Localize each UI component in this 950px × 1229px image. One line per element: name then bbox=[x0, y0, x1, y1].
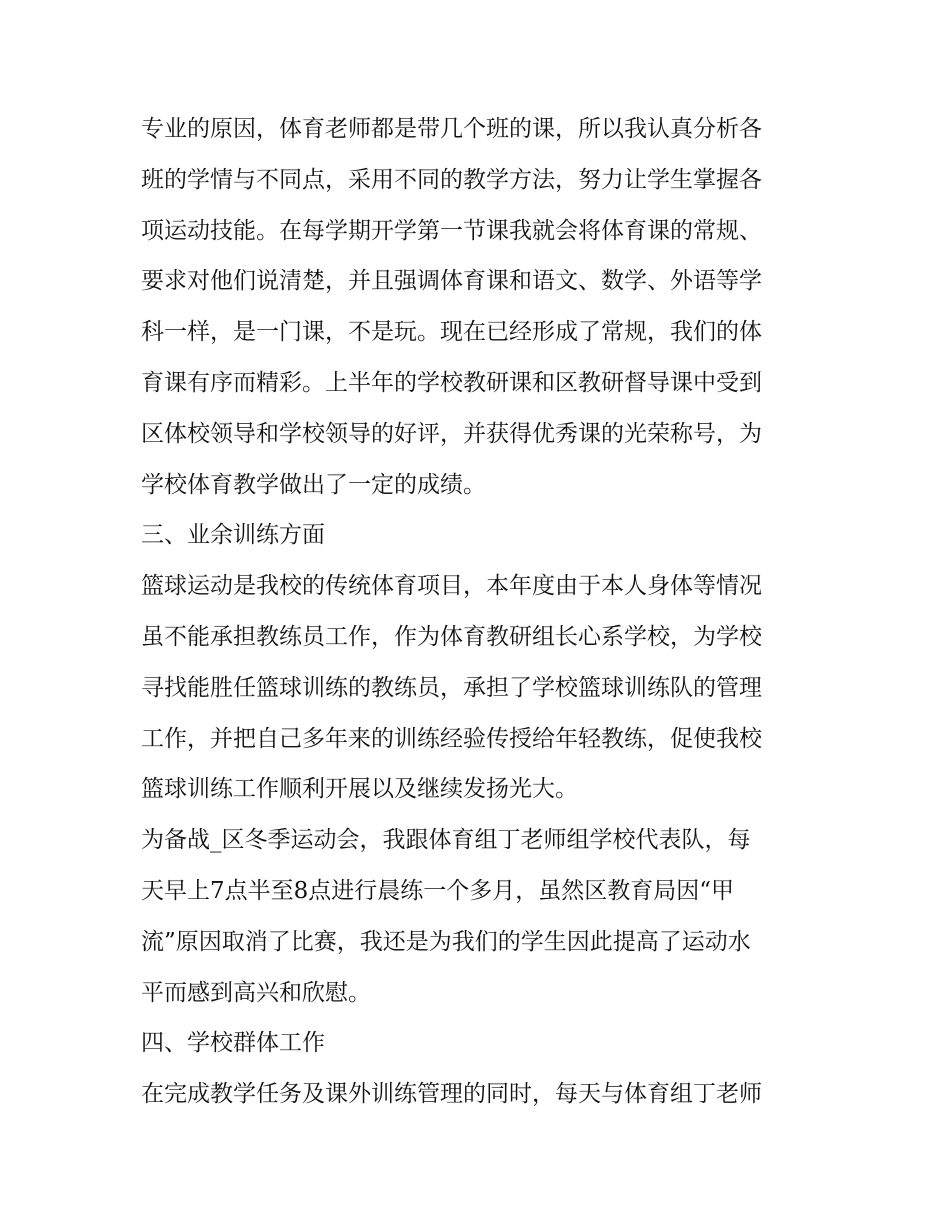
text-line: 项运动技能。在每学期开学第一节课我就会将体育课的常规、 bbox=[141, 217, 762, 244]
text-line: 要求对他们说清楚，并且强调体育课和语文、数学、外语等学 bbox=[141, 268, 762, 295]
text-line: 专业的原因，体育老师都是带几个班的课，所以我认真分析各 bbox=[141, 116, 762, 142]
text-line: 流”原因取消了比赛，我还是为我们的学生因此提高了运动水 bbox=[141, 928, 751, 955]
text-line: 虽不能承担教练员工作，作为体育教研组长心系学校，为学校 bbox=[141, 623, 762, 650]
text-line: 天早上7点半至8点进行晨练一个多月，虽然区教育局因“甲 bbox=[141, 877, 735, 904]
text-line: 班的学情与不同点，采用不同的教学方法，努力让学生掌握各 bbox=[141, 166, 762, 193]
text-line: 平而感到高兴和欣慰。 bbox=[141, 979, 371, 1006]
section-heading: 三、业余训练方面 bbox=[141, 522, 325, 549]
document-body bbox=[141, 104, 821, 1120]
text-line: 工作，并把自己多年来的训练经验传授给年轻教练，促使我校 bbox=[141, 725, 762, 752]
text-line: 为备战_区冬季运动会，我跟体育组丁老师组学校代表队，每 bbox=[141, 827, 751, 854]
text-line: 科一样，是一门课，不是玩。现在已经形成了常规，我们的体 bbox=[141, 319, 762, 346]
text-line: 篮球训练工作顺利开展以及继续发扬光大。 bbox=[141, 776, 578, 803]
text-line: 学校体育教学做出了一定的成绩。 bbox=[141, 471, 486, 498]
text-line: 区体校领导和学校领导的好评，并获得优秀课的光荣称号，为 bbox=[141, 420, 762, 447]
text-line: 篮球运动是我校的传统体育项目，本年度由于本人身体等情况 bbox=[141, 573, 762, 600]
text-line: 寻找能胜任篮球训练的教练员，承担了学校篮球训练队的管理 bbox=[141, 674, 762, 701]
text-line: 育课有序而精彩。上半年的学校教研课和区教研督导课中受到 bbox=[141, 369, 762, 396]
text-line: 在完成教学任务及课外训练管理的同时，每天与体育组丁老师 bbox=[141, 1081, 762, 1108]
section-heading: 四、学校群体工作 bbox=[141, 1030, 325, 1057]
